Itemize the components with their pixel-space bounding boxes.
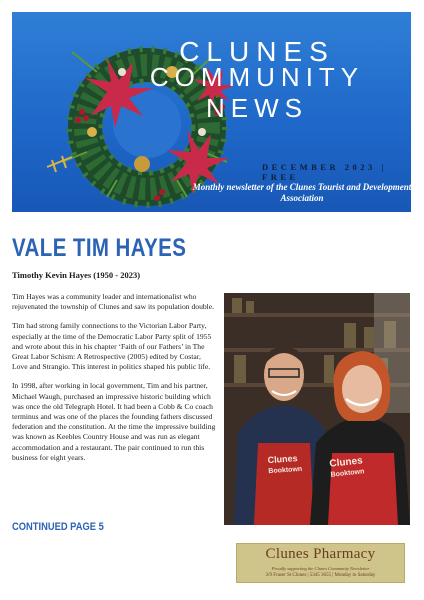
- ad-contact-info: 3/9 Fraser St Clunes | 5345 3655 | Monday to Saturday: [265, 573, 376, 578]
- article-photo: [224, 293, 410, 525]
- article-body: [12, 292, 217, 472]
- ad-business-name: Clunes Pharmacy: [265, 546, 376, 562]
- apron-label-left-line1: Clunes: [267, 453, 298, 466]
- masthead-title-line2: COMMUNITY NEWS: [149, 62, 365, 123]
- article-headline: VALE TIM HAYES: [12, 234, 187, 262]
- issue-date: DECEMBER 2023 | FREE: [262, 162, 387, 182]
- masthead-tagline: Monthly newsletter of the Clunes Tourist and Development Association: [192, 182, 411, 203]
- apron-label-right: [329, 455, 365, 480]
- apron-label-right-line1: Clunes: [328, 455, 364, 470]
- masthead-title-line1: CLUNES: [179, 36, 335, 67]
- apron-label-right-line2: Booktown: [330, 468, 365, 479]
- photo-illustration: [224, 293, 410, 525]
- masthead-banner: [12, 12, 411, 212]
- article-paragraph: Tim Hayes was a community leader and internationalist who rejuvenated the township of Clunes and saw its population double.: [12, 292, 215, 312]
- pharmacy-advertisement[interactable]: [236, 543, 405, 583]
- continued-link[interactable]: CONTINUED PAGE 5: [12, 521, 104, 533]
- article-paragraph: Tim had strong family connections to the Victorian Labor Party, especially at the time of the Democratic Labor Party split of 1955 and wrote about this in his chapter ‘Faith of our Fathers’ in The Great Labor Schism: A Retrospective (2005) edited by Costar, Love and Strangio. This interest in politics shaped his public life.: [12, 321, 212, 372]
- article-subhead: Timothy Kevin Hayes (1950 - 2023): [12, 270, 141, 280]
- apron-label-left-line2: Booktown: [268, 465, 303, 476]
- ad-tagline: Proudly supporting the Clunes Community Newsletter: [271, 566, 370, 571]
- apron-label-left: [267, 453, 302, 477]
- article-paragraph: In 1998, after working in local government, Tim and his partner, Michael Waugh, purchased an impressive historic building which was once the old Telegraph Hotel. It had been a Cobb & Co coach terminus and was one of the places the founding fathers discussed federation and the constitution. At the time the impressive building was known as Keebles Country House and was run as elegant accommodation and a restaurant. The pair continued to run this business for eight years.: [12, 381, 216, 462]
